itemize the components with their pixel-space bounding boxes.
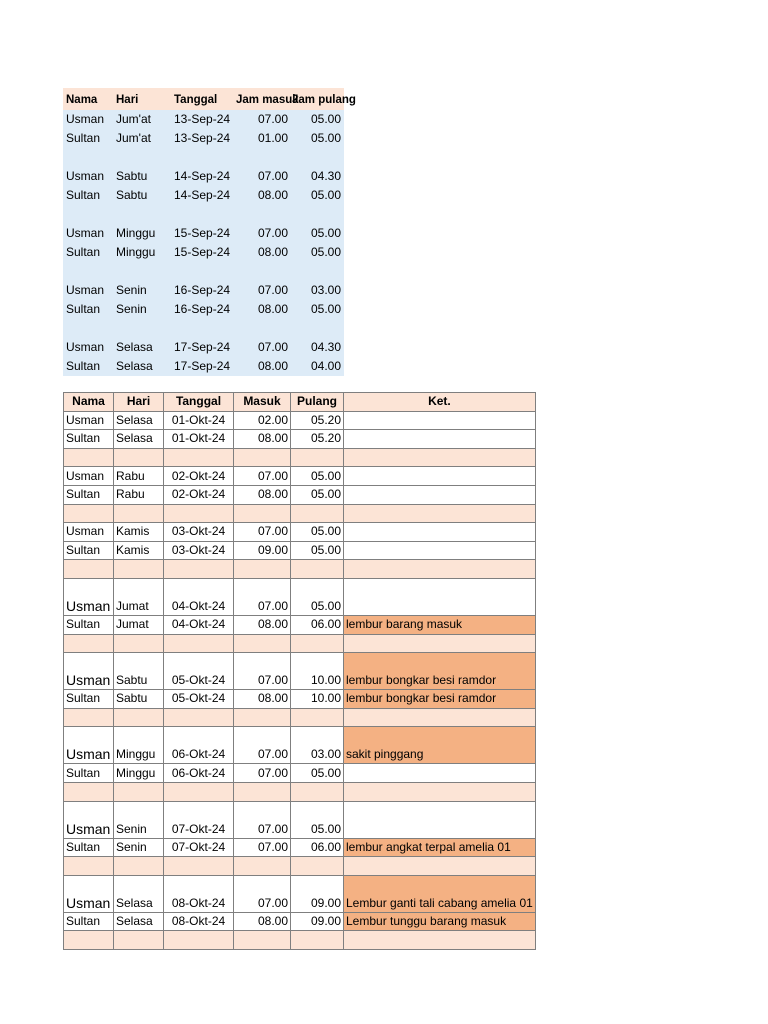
cell-masuk[interactable]: 07.00 [234, 875, 291, 912]
cell-masuk[interactable]: 07.00 [234, 727, 291, 764]
cell-hari[interactable]: Sabtu [114, 690, 164, 709]
table-row [63, 110, 344, 129]
cell-hari[interactable]: Kamis [114, 523, 164, 542]
cell-ket[interactable] [344, 578, 536, 615]
cell-jam-pulang[interactable]: 04.30 [310, 340, 341, 354]
cell-masuk[interactable]: 07.00 [234, 764, 291, 783]
cell-tanggal[interactable]: 14-Sep-24 [174, 169, 231, 183]
cell-masuk[interactable]: 07.00 [234, 467, 291, 486]
cell-pulang[interactable]: 05.00 [291, 541, 344, 560]
empty-cell[interactable] [291, 782, 344, 801]
empty-cell[interactable] [291, 560, 344, 579]
empty-cell[interactable] [114, 708, 164, 727]
cell-nama[interactable]: Sultan [64, 838, 114, 857]
attendance-table-september [63, 88, 356, 376]
table-row [64, 764, 536, 783]
cell-hari[interactable]: Selasa [114, 875, 164, 912]
empty-cell[interactable] [114, 504, 164, 523]
table-row [64, 485, 536, 504]
cell-tanggal[interactable]: 08-Okt-24 [164, 875, 234, 912]
table-row [64, 838, 536, 857]
empty-cell[interactable] [291, 931, 344, 950]
cell-hari[interactable]: Senin [114, 838, 164, 857]
ket-text: lembur bongkar besi ramdor [346, 691, 497, 706]
cell-jam-pulang[interactable]: 05.00 [310, 188, 341, 202]
ket-text: Lembur tunggu barang masuk [346, 913, 507, 928]
empty-cell[interactable] [164, 708, 234, 727]
cell-hari[interactable]: Jum'at [116, 131, 151, 145]
cell-hari[interactable]: Minggu [114, 764, 164, 783]
ket-text: lembur bongkar besi ramdor [346, 673, 497, 688]
cell-tanggal[interactable]: 03-Okt-24 [164, 541, 234, 560]
cell-nama[interactable]: Sultan [66, 131, 101, 145]
cell-nama[interactable]: Usman [66, 169, 105, 183]
empty-cell[interactable] [291, 857, 344, 876]
cell-masuk[interactable]: 08.00 [234, 485, 291, 504]
cell-tanggal[interactable]: 14-Sep-24 [174, 188, 231, 202]
cell-nama[interactable]: Usman [64, 875, 114, 912]
cell-tanggal[interactable]: 17-Sep-24 [174, 359, 231, 373]
attendance-table-oktober [63, 392, 536, 950]
cell-nama[interactable]: Usman [66, 226, 105, 240]
cell-ket[interactable] [344, 801, 536, 838]
cell-hari[interactable]: Senin [116, 283, 147, 297]
table-row [64, 912, 536, 931]
cell-nama[interactable]: Sultan [64, 690, 114, 709]
separator-row [64, 931, 536, 950]
cell-jam-pulang[interactable]: 05.00 [310, 302, 341, 316]
cell-masuk[interactable]: 02.00 [234, 411, 291, 430]
cell-tanggal[interactable]: 01-Okt-24 [164, 411, 234, 430]
table-row [63, 186, 344, 205]
empty-cell[interactable] [291, 504, 344, 523]
cell-pulang[interactable]: 05.20 [291, 411, 344, 430]
ket-text: sakit pinggang [346, 747, 424, 762]
cell-hari[interactable]: Selasa [114, 912, 164, 931]
cell-hari[interactable]: Sabtu [114, 653, 164, 690]
cell-ket[interactable] [344, 838, 536, 857]
cell-nama[interactable]: Usman [66, 340, 105, 354]
cell-tanggal[interactable]: 15-Sep-24 [174, 245, 231, 259]
cell-jam-pulang[interactable]: 05.00 [310, 131, 341, 145]
cell-jam-masuk[interactable]: 08.00 [257, 302, 288, 316]
table-row [64, 801, 536, 838]
empty-cell[interactable] [164, 560, 234, 579]
cell-tanggal[interactable]: 04-Okt-24 [164, 578, 234, 615]
empty-cell[interactable] [234, 634, 291, 653]
cell-jam-masuk[interactable]: 08.00 [257, 359, 288, 373]
cell-tanggal[interactable]: 01-Okt-24 [164, 430, 234, 449]
cell-jam-pulang[interactable]: 05.00 [310, 245, 341, 259]
cell-tanggal[interactable]: 07-Okt-24 [164, 801, 234, 838]
cell-nama[interactable]: Sultan [64, 485, 114, 504]
cell-masuk[interactable]: 07.00 [234, 523, 291, 542]
cell-nama[interactable]: Usman [64, 578, 114, 615]
empty-cell[interactable] [344, 448, 536, 467]
cell-hari[interactable]: Sabtu [116, 169, 148, 183]
cell-masuk[interactable]: 07.00 [234, 801, 291, 838]
empty-cell[interactable] [164, 857, 234, 876]
cell-tanggal[interactable]: 15-Sep-24 [174, 226, 231, 240]
cell-nama[interactable]: Usman [64, 801, 114, 838]
separator-row [64, 504, 536, 523]
cell-nama[interactable]: Sultan [66, 245, 101, 259]
header-nama[interactable]: Nama [66, 94, 98, 106]
cell-ket[interactable] [344, 615, 536, 634]
cell-tanggal[interactable]: 16-Sep-24 [174, 283, 231, 297]
table-row [63, 338, 344, 357]
table-row [64, 467, 536, 486]
cell-nama[interactable]: Usman [64, 727, 114, 764]
empty-cell[interactable] [114, 782, 164, 801]
separator-row [64, 634, 536, 653]
empty-cell[interactable] [64, 504, 114, 523]
cell-hari[interactable]: Minggu [116, 226, 156, 240]
table-row [64, 690, 536, 709]
empty-cell[interactable] [291, 634, 344, 653]
cell-ket[interactable] [344, 411, 536, 430]
cell-tanggal[interactable]: 05-Okt-24 [164, 690, 234, 709]
empty-cell[interactable] [64, 634, 114, 653]
table-row [64, 523, 536, 542]
cell-masuk[interactable]: 09.00 [234, 541, 291, 560]
cell-pulang[interactable]: 09.00 [291, 875, 344, 912]
cell-ket[interactable] [344, 485, 536, 504]
cell-pulang[interactable]: 05.20 [291, 430, 344, 449]
cell-nama[interactable]: Sultan [66, 359, 101, 373]
cell-pulang[interactable]: 05.00 [291, 578, 344, 615]
separator-row [64, 560, 536, 579]
cell-tanggal[interactable]: 17-Sep-24 [174, 340, 231, 354]
cell-nama[interactable]: Sultan [64, 430, 114, 449]
cell-tanggal[interactable]: 02-Okt-24 [164, 485, 234, 504]
cell-hari[interactable]: Selasa [116, 340, 153, 354]
empty-cell[interactable] [164, 931, 234, 950]
cell-hari[interactable]: Minggu [116, 245, 156, 259]
cell-masuk[interactable]: 08.00 [234, 430, 291, 449]
cell-ket[interactable] [344, 727, 536, 764]
ket-text: Lembur ganti tali cabang amelia 01 [346, 895, 533, 910]
cell-pulang[interactable]: 10.00 [291, 653, 344, 690]
cell-tanggal[interactable]: 03-Okt-24 [164, 523, 234, 542]
cell-pulang[interactable]: 05.00 [291, 467, 344, 486]
table2-header-row [64, 393, 536, 412]
empty-cell[interactable] [114, 448, 164, 467]
cell-tanggal[interactable]: 13-Sep-24 [174, 112, 231, 126]
cell-tanggal[interactable]: 02-Okt-24 [164, 467, 234, 486]
empty-cell[interactable] [164, 448, 234, 467]
header-nama[interactable]: Nama [64, 393, 114, 412]
empty-cell[interactable] [164, 504, 234, 523]
cell-nama[interactable]: Sultan [64, 912, 114, 931]
empty-cell[interactable] [344, 931, 536, 950]
cell-hari[interactable]: Minggu [114, 727, 164, 764]
separator-row [64, 782, 536, 801]
table-row [64, 615, 536, 634]
empty-cell[interactable] [64, 931, 114, 950]
table-row [63, 148, 344, 167]
separator-row [64, 857, 536, 876]
empty-cell[interactable] [114, 634, 164, 653]
cell-masuk[interactable]: 07.00 [234, 653, 291, 690]
cell-jam-pulang[interactable]: 03.00 [310, 283, 341, 297]
cell-pulang[interactable]: 09.00 [291, 912, 344, 931]
cell-ket[interactable] [344, 690, 536, 709]
empty-cell[interactable] [344, 560, 536, 579]
empty-cell[interactable] [64, 560, 114, 579]
cell-jam-masuk[interactable]: 07.00 [257, 112, 288, 126]
table-row [63, 281, 344, 300]
cell-tanggal[interactable]: 07-Okt-24 [164, 838, 234, 857]
header-hari[interactable]: Hari [116, 94, 139, 106]
empty-cell[interactable] [344, 782, 536, 801]
cell-tanggal[interactable]: 13-Sep-24 [174, 131, 231, 145]
empty-cell[interactable] [234, 782, 291, 801]
header-jam-masuk[interactable]: Jam masuk [236, 94, 299, 106]
separator-row [64, 448, 536, 467]
cell-nama[interactable]: Sultan [64, 615, 114, 634]
empty-cell[interactable] [64, 857, 114, 876]
table-row [64, 578, 536, 615]
cell-nama[interactable]: Usman [66, 112, 105, 126]
table-row [64, 875, 536, 912]
cell-pulang[interactable]: 03.00 [291, 727, 344, 764]
empty-cell[interactable] [291, 448, 344, 467]
cell-jam-masuk[interactable]: 01.00 [257, 131, 288, 145]
cell-hari[interactable]: Rabu [114, 485, 164, 504]
empty-cell[interactable] [234, 560, 291, 579]
empty-cell[interactable] [64, 708, 114, 727]
empty-cell[interactable] [164, 782, 234, 801]
cell-hari[interactable]: Selasa [116, 359, 153, 373]
cell-hari[interactable]: Senin [114, 801, 164, 838]
cell-hari[interactable]: Rabu [114, 467, 164, 486]
cell-nama[interactable]: Usman [64, 653, 114, 690]
cell-tanggal[interactable]: 06-Okt-24 [164, 764, 234, 783]
cell-tanggal[interactable]: 05-Okt-24 [164, 653, 234, 690]
ket-text: lembur angkat terpal amelia 01 [346, 839, 511, 854]
cell-pulang[interactable]: 06.00 [291, 615, 344, 634]
cell-jam-pulang[interactable]: 05.00 [310, 112, 341, 126]
cell-jam-masuk[interactable]: 07.00 [257, 169, 288, 183]
header-masuk[interactable]: Masuk [234, 393, 291, 412]
header-ket[interactable]: Ket. [344, 393, 536, 412]
empty-cell[interactable] [344, 634, 536, 653]
cell-nama[interactable]: Usman [64, 523, 114, 542]
cell-ket[interactable] [344, 875, 536, 912]
empty-cell[interactable] [114, 857, 164, 876]
header-jam-pulang[interactable]: Jam pulang [292, 94, 356, 106]
empty-cell[interactable] [344, 857, 536, 876]
table-row [63, 205, 344, 224]
empty-cell[interactable] [164, 634, 234, 653]
cell-pulang[interactable]: 05.00 [291, 801, 344, 838]
table-row [64, 653, 536, 690]
cell-tanggal[interactable]: 04-Okt-24 [164, 615, 234, 634]
cell-nama[interactable]: Usman [66, 283, 105, 297]
cell-pulang[interactable]: 10.00 [291, 690, 344, 709]
empty-cell[interactable] [234, 504, 291, 523]
cell-nama[interactable]: Usman [64, 467, 114, 486]
empty-cell[interactable] [114, 560, 164, 579]
table-row [63, 262, 344, 281]
cell-hari[interactable]: Sabtu [116, 188, 148, 202]
table1-header-row [63, 88, 356, 110]
cell-hari[interactable]: Selasa [114, 430, 164, 449]
cell-hari[interactable]: Jumat [114, 578, 164, 615]
separator-row [64, 708, 536, 727]
cell-tanggal[interactable]: 08-Okt-24 [164, 912, 234, 931]
cell-masuk[interactable]: 07.00 [234, 838, 291, 857]
table-row [63, 224, 344, 243]
cell-nama[interactable]: Sultan [64, 764, 114, 783]
table-row [63, 300, 344, 319]
table2-body [64, 411, 536, 949]
cell-jam-pulang[interactable]: 04.30 [310, 169, 341, 183]
cell-tanggal[interactable]: 16-Sep-24 [174, 302, 231, 316]
empty-cell[interactable] [234, 448, 291, 467]
cell-jam-masuk[interactable]: 07.00 [257, 283, 288, 297]
ket-text: lembur barang masuk [346, 617, 463, 632]
table-row [64, 430, 536, 449]
cell-nama[interactable]: Usman [64, 411, 114, 430]
table-row [63, 319, 344, 338]
empty-cell[interactable] [64, 782, 114, 801]
table-row [64, 727, 536, 764]
empty-cell[interactable] [64, 448, 114, 467]
cell-hari[interactable]: Jumat [114, 615, 164, 634]
cell-jam-pulang[interactable]: 05.00 [310, 226, 341, 240]
cell-hari[interactable]: Senin [116, 302, 147, 316]
empty-cell[interactable] [291, 708, 344, 727]
cell-hari[interactable]: Selasa [114, 411, 164, 430]
table-row [64, 541, 536, 560]
cell-hari[interactable]: Kamis [114, 541, 164, 560]
cell-nama[interactable]: Sultan [66, 302, 101, 316]
cell-jam-masuk[interactable]: 07.00 [257, 340, 288, 354]
table1-body [63, 110, 344, 376]
empty-cell[interactable] [234, 708, 291, 727]
cell-masuk[interactable]: 07.00 [234, 578, 291, 615]
cell-ket[interactable] [344, 912, 536, 931]
cell-ket[interactable] [344, 764, 536, 783]
cell-masuk[interactable]: 08.00 [234, 615, 291, 634]
cell-tanggal[interactable]: 06-Okt-24 [164, 727, 234, 764]
empty-cell[interactable] [344, 708, 536, 727]
header-tanggal[interactable]: Tanggal [174, 94, 218, 106]
cell-masuk[interactable]: 08.00 [234, 912, 291, 931]
cell-pulang[interactable]: 05.00 [291, 523, 344, 542]
cell-ket[interactable] [344, 430, 536, 449]
cell-jam-masuk[interactable]: 08.00 [257, 188, 288, 202]
cell-pulang[interactable]: 05.00 [291, 764, 344, 783]
cell-nama[interactable]: Sultan [66, 188, 101, 202]
cell-ket[interactable] [344, 653, 536, 690]
table-row [63, 129, 344, 148]
header-tanggal[interactable]: Tanggal [164, 393, 234, 412]
cell-nama[interactable]: Sultan [64, 541, 114, 560]
header-pulang[interactable]: Pulang [291, 393, 344, 412]
cell-ket[interactable] [344, 467, 536, 486]
table-row [63, 167, 344, 186]
cell-pulang[interactable]: 05.00 [291, 485, 344, 504]
cell-jam-masuk[interactable]: 08.00 [257, 245, 288, 259]
cell-pulang[interactable]: 06.00 [291, 838, 344, 857]
table-row [63, 243, 344, 262]
cell-ket[interactable] [344, 523, 536, 542]
cell-hari[interactable]: Jum'at [116, 112, 151, 126]
empty-cell[interactable] [234, 857, 291, 876]
table-row [63, 357, 344, 376]
empty-cell[interactable] [114, 931, 164, 950]
empty-cell[interactable] [344, 504, 536, 523]
empty-cell[interactable] [234, 931, 291, 950]
cell-ket[interactable] [344, 541, 536, 560]
cell-masuk[interactable]: 08.00 [234, 690, 291, 709]
header-hari[interactable]: Hari [114, 393, 164, 412]
cell-jam-masuk[interactable]: 07.00 [257, 226, 288, 240]
cell-jam-pulang[interactable]: 04.00 [310, 359, 341, 373]
table-row [64, 411, 536, 430]
